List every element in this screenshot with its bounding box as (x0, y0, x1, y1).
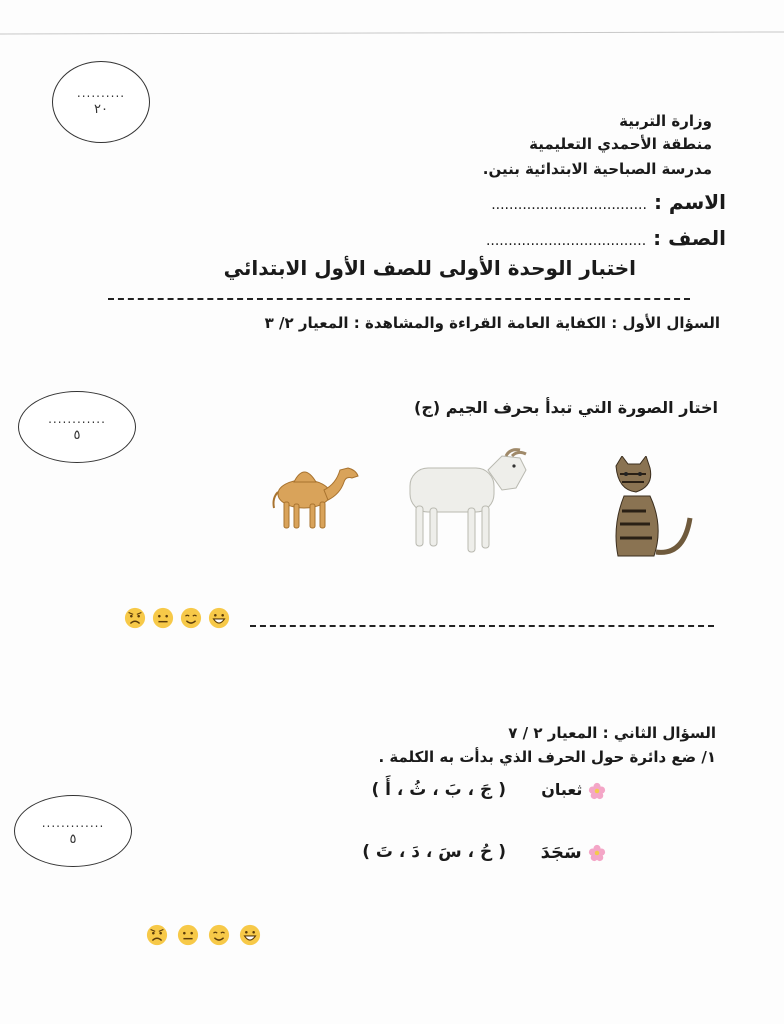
smiling-face-icon (180, 607, 202, 629)
neutral-face-icon (177, 924, 199, 946)
neutral-face-icon (152, 607, 174, 629)
question2-instruction: ١/ ضع دائرة حول الحرف الذي بدأت به الكلمة . (378, 748, 716, 766)
class-label: الصف : (653, 226, 726, 250)
class-dots: .................................... (485, 233, 647, 249)
name-dots: ................................... (491, 197, 647, 213)
question2-score-dots: ............. (41, 816, 105, 830)
question2-item2-options[interactable]: ( حُ ، سَ ، دَ ، تَ ) (362, 842, 506, 862)
question2-item1 (541, 780, 606, 800)
camel-picture[interactable] (264, 456, 364, 532)
question1-rating-faces (124, 607, 230, 629)
question1-score-dots: ............ (48, 412, 106, 426)
question1-score-oval (18, 391, 136, 463)
district-label: منطقة الأحمدي التعليمية (529, 135, 712, 153)
school-label: مدرسة الصباحية الابتدائية بنين. (482, 160, 712, 178)
grinning-face-icon (239, 924, 261, 946)
question2-item1-options[interactable]: ( جَ ، بَ ، ثُ ، أَ ) (371, 780, 506, 800)
question1-heading: السؤال الأول : الكفاية العامة القراءة والمشاهدة : المعيار ٢/ ٣ (264, 314, 720, 332)
question2-item2-word: سَجَدَ (540, 842, 582, 863)
question2-rating-faces (146, 924, 261, 946)
total-score-dots: .......... (76, 86, 126, 100)
question1-instruction: اختار الصورة التي تبدأ بحرف الجيم (ج) (414, 398, 718, 417)
question2-item1-word: ثعبان (541, 780, 583, 799)
total-score-oval (52, 61, 150, 143)
question1-answer-line (250, 625, 714, 627)
question2-score-value: ٥ (69, 832, 77, 847)
question2-score-oval (14, 795, 132, 867)
class-field[interactable] (486, 226, 726, 250)
question1-score-value: ٥ (73, 428, 81, 443)
cat-picture[interactable] (606, 456, 696, 560)
question2-item2 (541, 842, 606, 863)
flower-icon (588, 844, 606, 862)
flower-icon (588, 782, 606, 800)
ministry-label: وزارة التربية (619, 112, 712, 130)
question2-heading: السؤال الثاني : المعيار ٢ / ٧ (508, 724, 716, 742)
worried-face-icon (124, 607, 146, 629)
smiling-face-icon (208, 924, 230, 946)
name-label: الاسم : (653, 190, 726, 214)
exam-title: اختبار الوحدة الأولى للصف الأول الابتدائي (223, 256, 636, 280)
worried-face-icon (146, 924, 168, 946)
title-divider (108, 298, 690, 300)
total-score-value: ٢٠ (94, 102, 108, 117)
name-field[interactable] (491, 190, 726, 214)
goat-picture[interactable] (402, 448, 530, 556)
grinning-face-icon (208, 607, 230, 629)
